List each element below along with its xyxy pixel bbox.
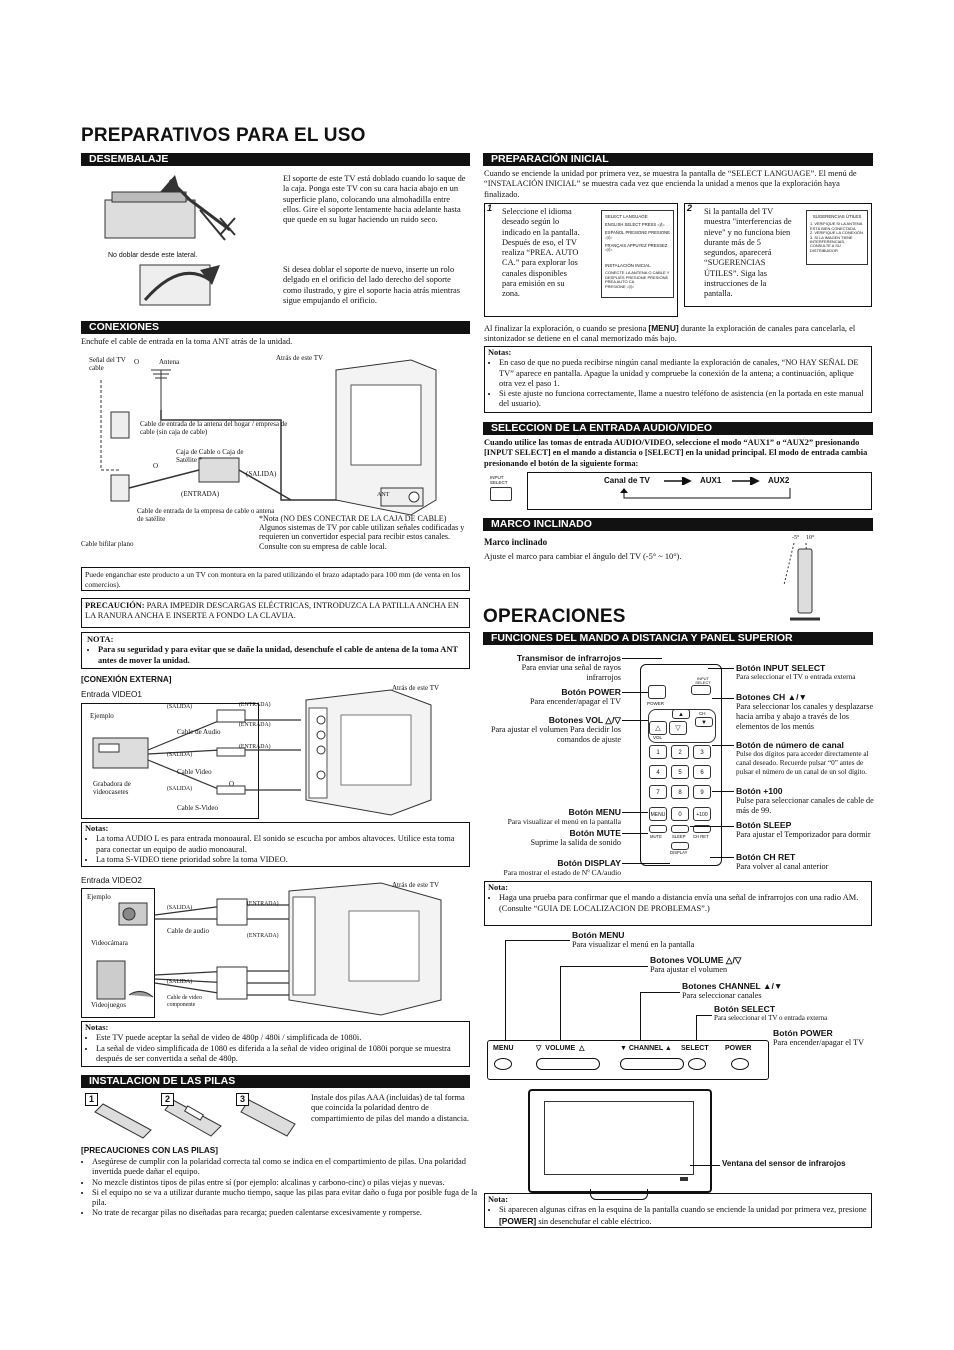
video2-out1: (SALIDA)	[167, 905, 193, 911]
panel-nota-pre: Si aparecen algunas cifras en la esquina de la pantalla cuando se enciende la unidad por primera vez, presione	[499, 1205, 867, 1215]
remote-ann-num	[736, 740, 876, 776]
remote-ann-display-title: Botón DISPLAY	[557, 858, 621, 868]
video1-svideo: Cable S-Video	[177, 804, 218, 812]
scr1-line-8: PREA AUTO CA	[605, 279, 635, 285]
battery-precautions-list	[81, 1157, 478, 1219]
scr2-line-1: SUGERENCIAS ÚTILES	[812, 214, 862, 219]
connections-intro: Enchufe el cable de entrada en la toma ANT atrás de la unidad.	[81, 337, 293, 346]
remote-ann-vol	[485, 715, 621, 745]
initial-note-2: • Si este ajuste no funciona correctamente, llame a nuestro teléfono de asistencia (en la portada en este manual del usuario).	[499, 389, 868, 410]
video1-o: O	[229, 780, 235, 788]
panel-ann-power-title: Botón POWER	[773, 1028, 833, 1038]
video1-in1: (ENTRADA)	[239, 702, 271, 708]
panel-ann-menu-desc: Para visualizar el menú en la pantalla	[572, 940, 695, 950]
scr2-line-4: 3. SI LA IMAGEN TIENE INTERFERENCIAS, CONSULTE A SU DISTRIBUIDOR	[810, 234, 853, 253]
remote-vol-down-button[interactable]: ▽	[669, 721, 687, 735]
panel-label-volume: ▽ VOLUME △	[536, 1045, 585, 1052]
remote-ann-chret	[736, 852, 876, 872]
remote-ann-power	[485, 687, 621, 707]
scr2-line-3: 2. VERIFIQUE LA CONEXIÓN	[810, 230, 863, 236]
leader-input	[708, 668, 734, 669]
panel-ann-select-title: Botón SELECT	[714, 1004, 776, 1014]
panel-leader-vol-v	[560, 966, 561, 1040]
panel-ann-power-desc: Para encender/apagar el TV	[773, 1038, 864, 1048]
remote-chret-label: CH RET	[693, 834, 709, 839]
video1-notes-title: Notas:	[85, 824, 109, 833]
initial-step-2-num: 2	[686, 203, 692, 213]
section-desembalaje: DESEMBALAJE	[81, 153, 470, 166]
panel-nota-title: Nota:	[488, 1195, 509, 1204]
leader-sleep	[690, 826, 734, 827]
video2-camcorder: Videocámara	[91, 939, 128, 947]
tv-sensor-window	[680, 1177, 688, 1181]
wall-mount-box	[81, 567, 470, 591]
lbl-bifilar: Cable bifilar plano	[81, 540, 134, 548]
video2-in1: (ENTRADA)	[247, 901, 279, 907]
remote-input-label: INPUT SELECT	[695, 676, 711, 685]
video2-label: Entrada VIDEO2	[81, 876, 142, 885]
remote-ch-label: CH	[699, 711, 706, 716]
remote-num-4[interactable]: 4	[649, 765, 667, 779]
video1-in2: (ENTRADA)	[239, 722, 271, 728]
remote-ann-plus100-desc: Pulse para seleccionar canales de cable de más de 99.	[736, 796, 874, 816]
lbl-out: (SALIDA)	[246, 470, 277, 478]
panel-ann-volume	[650, 955, 850, 975]
remote-ann-power-title: Botón POWER	[561, 687, 621, 697]
remote-display-button[interactable]	[671, 842, 689, 850]
page-title-right: OPERACIONES	[483, 606, 626, 627]
panel-leader-sel-h	[696, 1015, 712, 1016]
caution-text: PARA IMPEDIR DESCARGAS ELÉCTRICAS, INTRODUZCA LA PATILLA ANCHA EN LA RANURA ANCHA E INSERTE A FONDO LA CLAVIJA.	[85, 601, 459, 621]
remote-num-6[interactable]: 6	[693, 765, 711, 779]
input-select-btn-label: INPUT SELECT	[490, 475, 508, 485]
lbl-cable-signal: Señal del TV cable	[89, 356, 126, 373]
scr2-line-2: 1. VERIFIQUE SI LA ANTENA ESTÁ BIEN CONECTADA	[810, 221, 863, 231]
panel-nota-post: sin desenchufar el cable eléctrico.	[536, 1216, 652, 1226]
video1-in3: (ENTRADA)	[239, 744, 271, 750]
flow-return-line	[620, 488, 800, 502]
battery-art	[81, 1092, 303, 1142]
remote-ann-ir-desc: Para enviar una señal de rayos infrarrojos	[521, 663, 621, 683]
unpack-text-1: El soporte de este TV está doblado cuando lo saque de la caja. Ponga este TV con su cara hacia abajo en un superficie plano, colocando una almohadilla entre ellos. Gire el soporte lentamente hacia adelante hasta que quede en su lugar haciendo un ruido seco.	[283, 174, 466, 224]
remote-ann-plus100	[736, 786, 876, 816]
panel-label-menu: MENU	[493, 1045, 514, 1052]
remote-vol-up-button[interactable]: △	[649, 721, 667, 735]
remote-sleep-button[interactable]	[671, 825, 689, 833]
panel-menu-button[interactable]	[494, 1058, 512, 1070]
remote-ch-up-button[interactable]: ▲	[672, 709, 690, 719]
panel-leader-ch-h	[640, 992, 680, 993]
battery-precautions-title: [PRECAUCIONES CON LAS PILAS]	[81, 1146, 218, 1155]
video2-games: Videojuegos	[91, 1001, 126, 1009]
panel-ann-volume-desc: Para ajustar el volumen	[650, 965, 728, 975]
remote-ann-display	[485, 858, 621, 877]
video1-audio: Cable de Audio	[177, 728, 221, 736]
remote-num-8[interactable]: 8	[671, 785, 689, 799]
video1-art	[81, 680, 471, 820]
panel-label-channel: ▼ CHANNEL ▲	[620, 1045, 672, 1052]
tilt-figure	[780, 535, 830, 625]
section-tilt: MARCO INCLINADO	[483, 518, 873, 531]
remote-ann-sleep-desc: Para ajustar el Temporizador para dormir	[736, 830, 871, 840]
remote-num-3[interactable]: 3	[693, 745, 711, 759]
panel-ann-menu	[572, 930, 772, 950]
remote-ann-num-title: Botón de número de canal	[736, 740, 844, 750]
remote-nota-title: Nota:	[488, 883, 509, 892]
panel-select-button[interactable]	[688, 1058, 706, 1070]
video1-out2: (SALIDA)	[167, 752, 193, 758]
remote-control	[640, 664, 722, 866]
panel-power-button[interactable]	[731, 1058, 749, 1070]
remote-ann-display-desc: Para mostrar el estado de Nº CA/audio	[503, 868, 621, 878]
lbl-o-2: O	[153, 462, 159, 470]
nota-box	[81, 632, 470, 669]
remote-power-label: POWER	[647, 701, 665, 706]
scr1-line-4: FRANÇAIS APPUYEZ PRESSEZ ◁/▷	[605, 242, 668, 253]
video2-audio: Cable de audio	[167, 927, 209, 935]
battery-precaution-2: • No mezcle distintos tipos de pilas entre sí (por ejemplo: alcalinas y carbono-cinc) o pilas viejas y nuevas.	[92, 1178, 478, 1188]
wall-mount-text: Puede enganchar este producto a un TV con montura en la pared utilizando el brazo adaptado para 100 mm (de venta en los comercios).	[85, 570, 461, 590]
battery-text: Instale dos pilas AAA (incluidas) de tal forma que coincida la polaridad dentro de compartimiento de pilas del mando a distancia.	[311, 1093, 469, 1123]
panel-leader-menu-v	[505, 940, 506, 1040]
video2-note-1: • Este TV puede aceptar la señal de video de 480p / 480i / simplificada de 1080i.	[96, 1033, 466, 1043]
flow-aux1: AUX1	[700, 476, 722, 485]
video2-out2: (SALIDA)	[167, 979, 193, 985]
video2-back: Atrás de este TV	[392, 881, 440, 889]
nota-text: • Para su seguridad y para evitar que se dañe la unidad, desenchufe el cable de antena de la toma ANT antes de mover la unidad.	[98, 645, 464, 666]
video2-notes	[81, 1021, 470, 1067]
lbl-back-tv: Atrás de este TV	[276, 354, 324, 362]
leader-vol	[622, 720, 648, 721]
tv-front	[528, 1089, 712, 1193]
scr1-line-2: ENGLISH SELECT PRESS ◁/▷	[605, 222, 665, 228]
panel-ann-channel-title: Botones CHANNEL ▲/▼	[682, 981, 783, 991]
lbl-in: (ENTRADA)	[181, 490, 220, 498]
tilt-text: Ajuste el marco para cambiar el ángulo del TV (-5° ~ 10°).	[484, 552, 682, 561]
remote-display-label: DISPLAY	[670, 850, 688, 855]
section-remote: FUNCIONES DEL MANDO A DISTANCIA Y PANEL SUPERIOR	[483, 632, 873, 645]
remote-ann-input-desc: Para seleccionar el TV o entrada externa	[736, 672, 856, 682]
section-conexiones: CONEXIONES	[81, 321, 470, 334]
note-cable-box: *Nota (NO DES CONECTAR DE LA CAJA DE CABLE) Algunos sistemas de TV por cable utilizan señales codificadas y requieren un convertidor especial para recibir estos canales. Consulte con su empresa de cable local.	[259, 514, 465, 551]
battery-precaution-4: • No trate de recargar pilas no diseñadas para recarga; pueden calentarse excesivamente y romperse.	[92, 1208, 478, 1218]
lbl-cable-box: Caja de Cable o Caja de Satélite *	[176, 448, 244, 465]
remote-ann-num-desc: Pulse dos dígitos para acceder directamente al canal deseado. Recuerde pulsar “0” antes de pulsar el número de un canal de un sol dígito.	[736, 750, 869, 776]
initial-step-1-text: Seleccione el idioma deseado según lo indicado en la pantalla. Después de eso, el TV realiza “PREA. AUTO CA.” para explorar los canales disponibles para emisión en su zona.	[502, 207, 580, 298]
remote-ann-vol-title: Botones VOL △/▽	[548, 715, 621, 725]
video2-in2: (ENTRADA)	[247, 933, 279, 939]
remote-vol-label: VOL	[653, 735, 663, 740]
scr1-line-9: PRESIONE ◁/▷	[605, 284, 635, 290]
sensor-label: Ventana del sensor de infrarojos	[722, 1159, 846, 1168]
battery-step-3: 3	[236, 1093, 249, 1106]
video2-art	[81, 875, 471, 1020]
panel-ann-select	[714, 1004, 874, 1023]
panel-volume-buttons[interactable]	[536, 1058, 600, 1070]
remote-ann-mute	[485, 828, 621, 848]
scr1-line-1: SELECT LANGUAGE	[605, 214, 648, 219]
tilt-angle-pos: 10°	[806, 535, 815, 541]
video1-note-2: • La toma S-VIDEO tiene prioridad sobre la toma VIDEO.	[96, 855, 466, 865]
panel-ann-power	[773, 1028, 873, 1048]
lbl-ant: ANT	[377, 492, 390, 498]
leader-mute	[622, 833, 648, 834]
panel-nota-key: [POWER]	[499, 1215, 537, 1226]
video2-example: Ejemplo	[87, 893, 111, 901]
leader-menu	[622, 812, 648, 813]
leader-display	[622, 863, 670, 864]
unpack-figure	[100, 170, 250, 320]
remote-ann-ir-title: Transmisor de infrarrojos	[516, 653, 621, 663]
section-input-select: SELECCION DE LA ENTRADA AUDIO/VIDEO	[483, 422, 873, 435]
section-batteries: INSTALACION DE LAS PILAS	[81, 1075, 470, 1088]
remote-ann-sleep-title: Botón SLEEP	[736, 820, 792, 830]
flow-aux2: AUX2	[768, 476, 790, 485]
remote-ann-mute-desc: Suprime la salida de sonido	[530, 838, 621, 848]
input-select-text: Cuando utilice las tomas de entrada AUDIO/VIDEO, seleccione el modo “AUX1” o “AUX2” presionando [INPUT SELECT] en el mando a distancia o [SELECT] en la unidad principal. El modo de entrada cambia presionando el botón de la siguiente forma:	[484, 438, 868, 468]
unpack-text-2: Si desea doblar el soporte de nuevo, inserte un rolo delgado en el orificio del lado derecho del soporte como ilustrado, y gire el soporte hacia atrás mientras sigue empujando el orificio.	[283, 265, 460, 305]
video2-component: Cable de video componente	[167, 995, 202, 1008]
leader-plus100	[712, 791, 734, 792]
lbl-sat-cable: Cable de entrada de la empresa de cable o antena de satélite	[137, 507, 275, 524]
remote-ann-vol-desc: Para ajustar el volumen Para decidir los comandos de ajuste	[490, 725, 621, 745]
tilt-angle-neg: -5°	[792, 535, 800, 541]
initial-after-key: [MENU]	[648, 323, 679, 333]
remote-power-button[interactable]	[648, 685, 666, 699]
panel-label-select: SELECT	[681, 1045, 709, 1052]
leader-ir	[622, 658, 662, 659]
input-select-button	[490, 476, 512, 504]
initial-after	[484, 323, 872, 345]
caution-box	[81, 598, 470, 628]
remote-nota	[484, 881, 872, 926]
caution-label: PRECAUCIÓN:	[85, 601, 145, 610]
video1-back: Atrás de este TV	[392, 684, 440, 692]
remote-sleep-label: SLEEP	[672, 834, 686, 839]
battery-precaution-3: • Si el equipo no se va a utilizar durante mucho tiempo, saque las pilas para evitar daño o fuga por posible fuga de la pila.	[92, 1188, 478, 1209]
remote-ann-plus100-title: Botón +100	[736, 786, 783, 796]
remote-ch-down-button[interactable]: ▼	[695, 717, 713, 727]
scr1-line-6: INSTALACIÓN INICIAL	[605, 263, 651, 269]
sensor-leader	[690, 1165, 720, 1166]
initial-after-post: durante la exploración de canales para cancelarla, el sintonizador se detiene en el canal memorizado más bajo.	[484, 324, 856, 344]
page-title-left: PREPARATIVOS PARA EL USO	[81, 125, 366, 146]
scr1-line-7: CONECTE LA ANTENA O CABLE Y DESPLIÉS PRESIONE PRESIONE	[605, 270, 670, 280]
leader-power	[622, 692, 648, 693]
remote-input-select-button[interactable]	[691, 685, 711, 695]
remote-ann-input-title: Botón INPUT SELECT	[736, 663, 826, 673]
remote-ann-ch-desc: Para seleccionar los canales y desplazarse hacia arriba y abajo a través de los elementos de los menús	[736, 702, 874, 731]
initial-notes-title: Notas:	[488, 348, 512, 357]
initial-screen-1	[601, 210, 674, 298]
leader-chret	[710, 857, 734, 858]
leader-ch	[712, 698, 734, 699]
remote-mute-label: MUTE	[650, 834, 662, 839]
battery-step-2: 2	[161, 1093, 174, 1106]
remote-mute-button[interactable]	[649, 825, 667, 833]
remote-ann-ch	[736, 692, 876, 732]
panel-ann-channel	[682, 981, 872, 1001]
remote-ann-input	[736, 663, 876, 682]
initial-notes	[484, 346, 872, 413]
antenna-diagram	[81, 350, 471, 560]
battery-precaution-1: • Asegúrese de cumplir con la polaridad correcta tal como se indica en el compartimiento de pilas. Una polaridad invertida puede dañar el equipo.	[92, 1157, 478, 1178]
remote-num-9[interactable]: 9	[693, 785, 711, 799]
remote-ann-mute-title: Botón MUTE	[569, 828, 621, 838]
remote-plus100-button[interactable]: +100	[693, 807, 711, 821]
panel-label-power: POWER	[725, 1045, 752, 1052]
scr1-line-3: ESPAÑOL PRESIONE PRESIONE ◁/▷	[605, 229, 670, 240]
initial-note-1: • En caso de que no pueda recibirse ningún canal mediante la exploración de canales, “NO HAY SEÑAL DE TV” aparece en pantalla. Apague la unidad y compruebe la conexión de la antena; a continuación, aplique otra vez el paso 1.	[499, 358, 868, 389]
video1-example: Ejemplo	[90, 712, 114, 720]
video1-note-1: • La toma AUDIO L es para entrada monoaural. El sonido se escucha por ambos altavoces. Utilice esta toma para conectar un equipo de audio monoaural.	[96, 834, 466, 855]
initial-intro: Cuando se enciende la unidad por primera vez, se muestra la pantalla de “SELECT LANGUAGE”. El menú de “INSTALACIÓN INICIAL” se muestra cada vez que encienda la unidad a menos que la exploración haya finalizado.	[484, 169, 857, 199]
remote-ann-ch-title: Botones CH ▲/▼	[736, 692, 807, 702]
panel-leader-menu-h	[505, 940, 570, 941]
remote-ann-chret-title: Botón CH RET	[736, 852, 796, 862]
panel-leader-ch-v	[640, 992, 641, 1040]
panel-ann-select-desc: Para seleccionar el TV o entrada externa	[714, 1014, 828, 1023]
initial-screen-2	[806, 210, 868, 265]
video1-notes	[81, 822, 470, 867]
lbl-o-1: O	[134, 358, 140, 366]
unpack-figure-label: No doblar desde este lateral.	[108, 252, 198, 259]
panel-ann-menu-title: Botón MENU	[572, 930, 625, 940]
input-select-btn-shape	[490, 487, 512, 501]
video2-notes-title: Notas:	[85, 1023, 109, 1032]
panel-leader-sel-v	[696, 1015, 697, 1040]
section-external: [CONEXIÓN EXTERNA]	[81, 675, 172, 684]
panel-ann-channel-desc: Para seleccionar canales	[682, 991, 762, 1001]
nota-title: NOTA:	[87, 635, 114, 644]
lbl-home-cable: Cable de entrada de la antena del hogar / empresa de cable (sin caja de cable)	[140, 420, 288, 437]
video1-out3: (SALIDA)	[167, 786, 193, 792]
remote-menu-button[interactable]: MENU	[649, 807, 667, 821]
flow-arrow-1	[664, 477, 692, 485]
remote-num-2[interactable]: 2	[671, 745, 689, 759]
tilt-title: Marco inclinado	[484, 537, 548, 547]
remote-num-7[interactable]: 7	[649, 785, 667, 799]
initial-step-1-num: 1	[486, 203, 492, 213]
video1-label: Entrada VIDEO1	[81, 690, 142, 699]
remote-ann-chret-desc: Para volver al canal anterior	[736, 862, 829, 872]
video2-note-2: • La señal de video simplificada de 1080 es diferida a la señal de video original de 1080i porque se muestra después de ser convertida a señal de 480p.	[96, 1044, 466, 1065]
initial-step-2-text: Si la pantalla del TV muestra "interferencias de nieve" y no funciona bien durante más de 5 segundos, aparecerá “SUGERENCIAS ÚTILES”. Siga las instrucciones de la pantalla.	[704, 207, 792, 298]
remote-num-1[interactable]: 1	[649, 745, 667, 759]
flow-arrow-2	[732, 477, 760, 485]
panel-ann-volume-title: Botones VOLUME △/▽	[650, 955, 742, 965]
section-initial: PREPARACIÓN INICIAL	[483, 153, 873, 166]
initial-after-pre: Al finalizar la exploración, o cuando se presiona	[484, 324, 649, 333]
remote-num-5[interactable]: 5	[671, 765, 689, 779]
remote-ann-menu	[485, 807, 621, 826]
remote-ann-sleep	[736, 820, 876, 840]
remote-ann-ir	[485, 653, 621, 683]
panel-channel-buttons[interactable]	[620, 1058, 684, 1070]
leader-num	[712, 745, 734, 746]
panel-nota	[484, 1193, 872, 1228]
flow-tv: Canal de TV	[604, 476, 650, 485]
video1-video: Cable Video	[177, 768, 212, 776]
remote-ann-menu-title: Botón MENU	[568, 807, 621, 817]
panel-nota-item	[499, 1205, 868, 1227]
remote-ann-power-desc: Para encender/apagar el TV	[530, 697, 621, 707]
video1-out1: (SALIDA)	[167, 704, 193, 710]
remote-num-0[interactable]: 0	[671, 807, 689, 821]
panel-leader-vol-h	[560, 966, 648, 967]
video1-vcr: Grabadora de videocasetes	[93, 780, 131, 797]
remote-ann-menu-desc: Para visualizar el menú en la pantalla	[507, 817, 621, 827]
remote-nota-text: • Haga una prueba para confirmar que el mando a distancia envía una señal de infrarrojos con una radio AM. (Consulte “GUIA DE LOCALIZACION DE PROBLEMAS”.)	[499, 893, 868, 914]
battery-step-1: 1	[85, 1093, 98, 1106]
tv-screen	[544, 1101, 694, 1175]
lbl-antenna: Antena	[159, 358, 180, 366]
